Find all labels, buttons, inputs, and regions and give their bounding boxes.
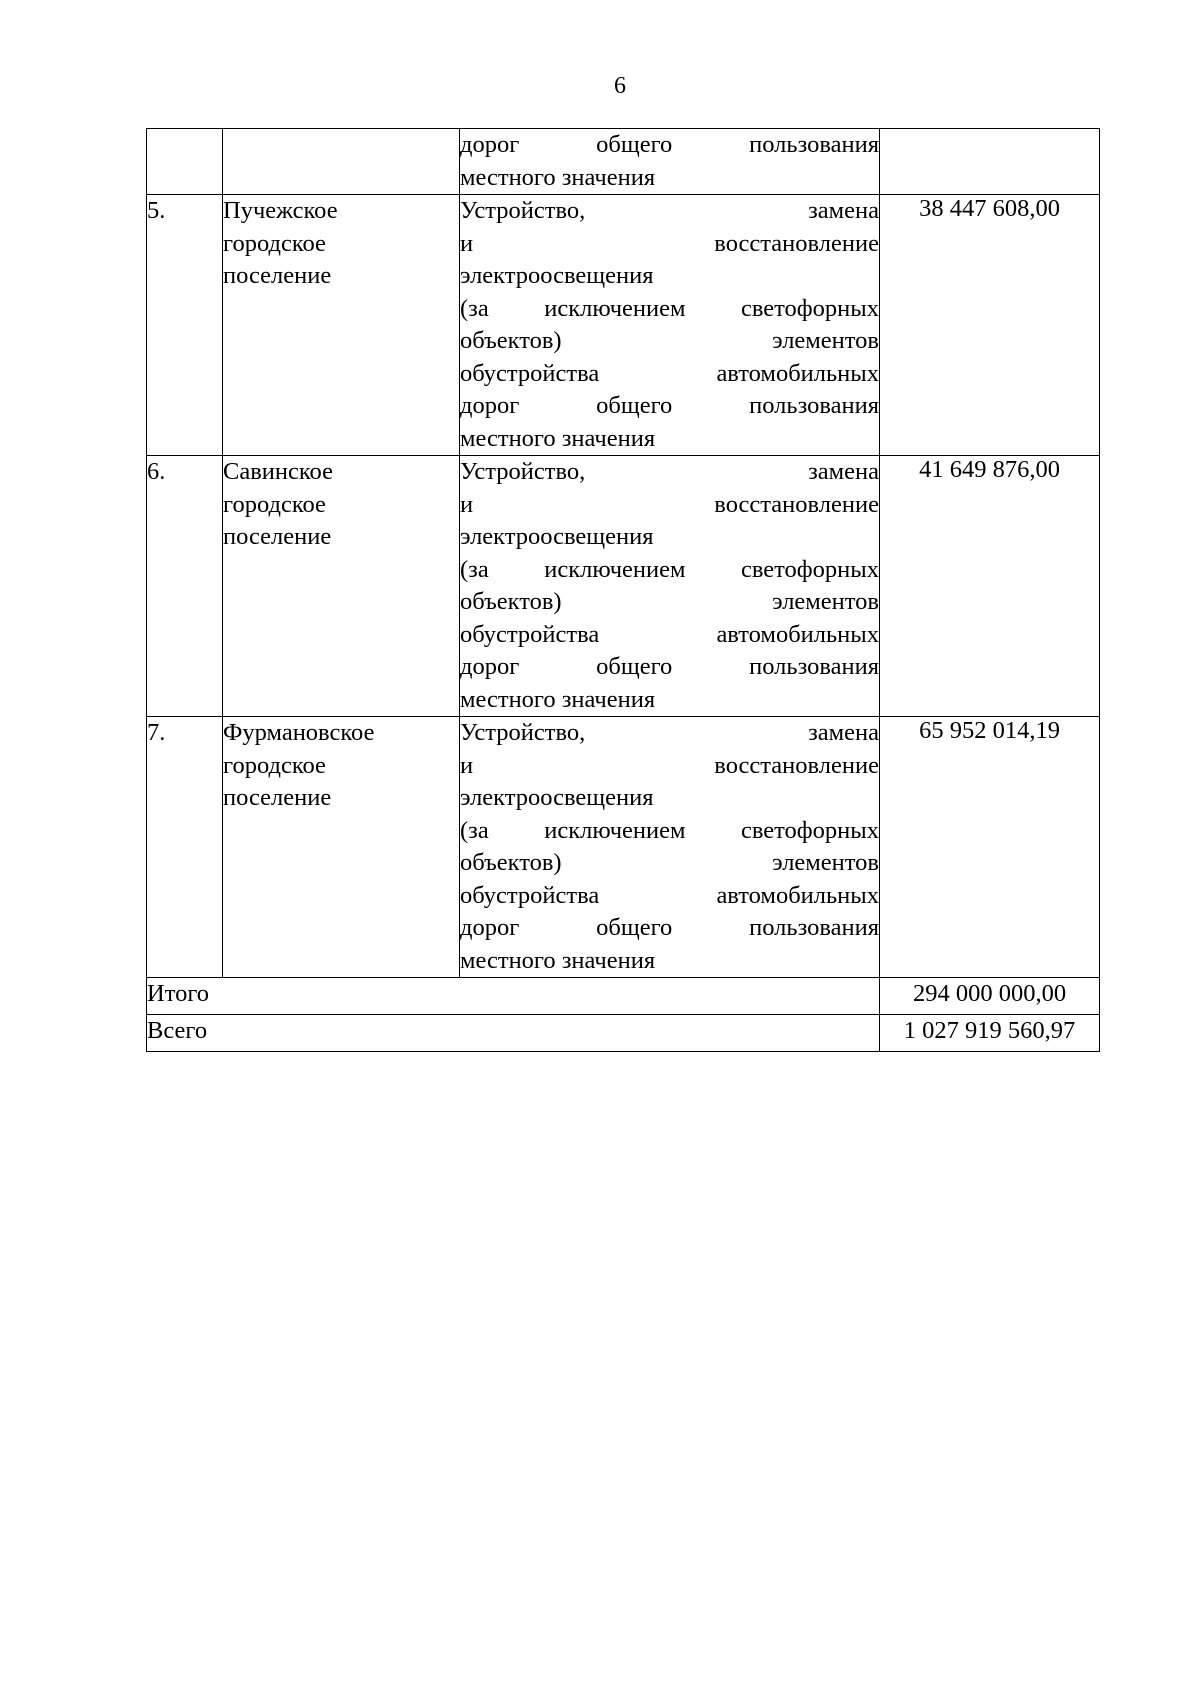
entity-line: Савинское (223, 458, 333, 485)
purpose-line (460, 293, 879, 326)
allocation-table (146, 128, 1100, 1052)
subtotal-amount: 294 000 000,00 (880, 978, 1100, 1015)
purpose-word: замена (808, 719, 879, 746)
entity-line: городское (223, 490, 326, 518)
entity-line: городское (223, 751, 326, 779)
purpose-word: пользования (749, 392, 879, 419)
purpose-cell (460, 129, 880, 195)
total-amount: 1 027 919 560,97 (880, 1015, 1100, 1052)
purpose-line (460, 325, 879, 358)
row-number: 6. (147, 456, 223, 717)
subtotal-label: Итого (147, 978, 880, 1015)
entity-line: поселение (223, 262, 332, 289)
purpose-line (460, 195, 879, 228)
purpose-line (460, 423, 879, 456)
purpose-word: пользования (749, 131, 879, 158)
amount-cell: 38 447 608,00 (880, 195, 1100, 456)
purpose-word: и (460, 229, 474, 257)
purpose-word: электроосвещения (460, 523, 654, 550)
totals-body (147, 978, 1100, 1052)
purpose-word: общего (596, 392, 673, 419)
purpose-word: обустройства (460, 359, 600, 387)
purpose-word: электроосвещения (460, 262, 654, 289)
purpose-word: дорог (460, 914, 520, 941)
purpose-line (460, 945, 879, 978)
purpose-word: восстановление (714, 751, 879, 779)
purpose-line (460, 717, 879, 750)
purpose-word: обустройства (460, 881, 600, 909)
continuation-row (147, 129, 1100, 195)
purpose-word: и (460, 751, 474, 779)
purpose-line (460, 358, 879, 391)
table-row (147, 195, 1100, 456)
purpose-word: Устройство, (460, 197, 586, 224)
row-number: 5. (147, 195, 223, 456)
entity-line: городское (223, 229, 326, 257)
purpose-word: автомобильных (716, 359, 879, 387)
purpose-word: местного значения (460, 685, 656, 713)
purpose-word: автомобильных (716, 881, 879, 909)
purpose-cell (460, 717, 880, 978)
purpose-line (460, 489, 879, 522)
amount-cell: 41 649 876,00 (880, 456, 1100, 717)
page-number: 6 (614, 73, 626, 99)
purpose-word: объектов) (460, 849, 562, 876)
purpose-word: местного значения (460, 163, 656, 191)
purpose-word: автомобильных (716, 620, 879, 648)
purpose-word: светофорных (740, 555, 879, 583)
purpose-word: дорог (460, 653, 520, 680)
purpose-line (460, 228, 879, 261)
entity-line: Пучежское (223, 197, 338, 224)
purpose-word: исключением (544, 555, 686, 583)
purpose-line (460, 750, 879, 783)
entity-line: Фурмановское (223, 719, 375, 746)
entity-cell (223, 717, 460, 978)
purpose-word: элементов (772, 849, 879, 876)
purpose-word: (за (460, 294, 489, 322)
purpose-word: пользования (749, 914, 879, 941)
purpose-word: дорог (460, 392, 520, 419)
purpose-word: исключением (544, 816, 686, 844)
total-label: Всего (147, 1015, 880, 1052)
amount-cell: 65 952 014,19 (880, 717, 1100, 978)
purpose-word: (за (460, 555, 489, 583)
purpose-word: Устройство, (460, 458, 586, 485)
purpose-line (460, 619, 879, 652)
purpose-cell (460, 456, 880, 717)
purpose-word: общего (596, 653, 673, 680)
purpose-word: элементов (772, 588, 879, 615)
purpose-word: замена (808, 458, 879, 485)
purpose-line (460, 912, 879, 945)
purpose-word: объектов) (460, 588, 562, 615)
purpose-line (460, 651, 879, 684)
purpose-word: пользования (749, 653, 879, 680)
purpose-cell (460, 195, 880, 456)
purpose-word: восстановление (714, 229, 879, 257)
purpose-line (460, 521, 879, 554)
amount-cell (880, 129, 1100, 195)
purpose-word: дорог (460, 131, 520, 158)
number-cell (147, 129, 223, 195)
purpose-word: Устройство, (460, 719, 586, 746)
purpose-line (460, 390, 879, 423)
total-row (147, 1015, 1100, 1052)
row-number: 7. (147, 717, 223, 978)
entity-cell (223, 456, 460, 717)
entity-line: поселение (223, 784, 332, 811)
entity-line: поселение (223, 523, 332, 550)
purpose-line (460, 880, 879, 913)
purpose-line (460, 847, 879, 880)
table-row (147, 717, 1100, 978)
purpose-word: электроосвещения (460, 784, 654, 811)
entity-cell (223, 195, 460, 456)
purpose-word: местного значения (460, 424, 656, 452)
table-row (147, 456, 1100, 717)
purpose-line (460, 684, 879, 717)
purpose-word: (за (460, 816, 489, 844)
purpose-line (460, 554, 879, 587)
purpose-word: исключением (544, 294, 686, 322)
purpose-word: светофорных (740, 816, 879, 844)
purpose-word: общего (596, 131, 673, 158)
purpose-word: объектов) (460, 327, 562, 354)
purpose-line (460, 260, 879, 293)
purpose-line (460, 782, 879, 815)
purpose-word: замена (808, 197, 879, 224)
entity-cell (223, 129, 460, 195)
purpose-word: и (460, 490, 474, 518)
purpose-word: местного значения (460, 946, 656, 974)
purpose-word: общего (596, 914, 673, 941)
purpose-word: элементов (772, 327, 879, 354)
purpose-line (460, 456, 879, 489)
purpose-line (460, 815, 879, 848)
purpose-line (460, 129, 879, 162)
purpose-line (460, 586, 879, 619)
subtotal-row (147, 978, 1100, 1015)
purpose-word: обустройства (460, 620, 600, 648)
purpose-word: восстановление (714, 490, 879, 518)
table-body (147, 129, 1100, 978)
purpose-line (460, 162, 879, 195)
purpose-word: светофорных (740, 294, 879, 322)
